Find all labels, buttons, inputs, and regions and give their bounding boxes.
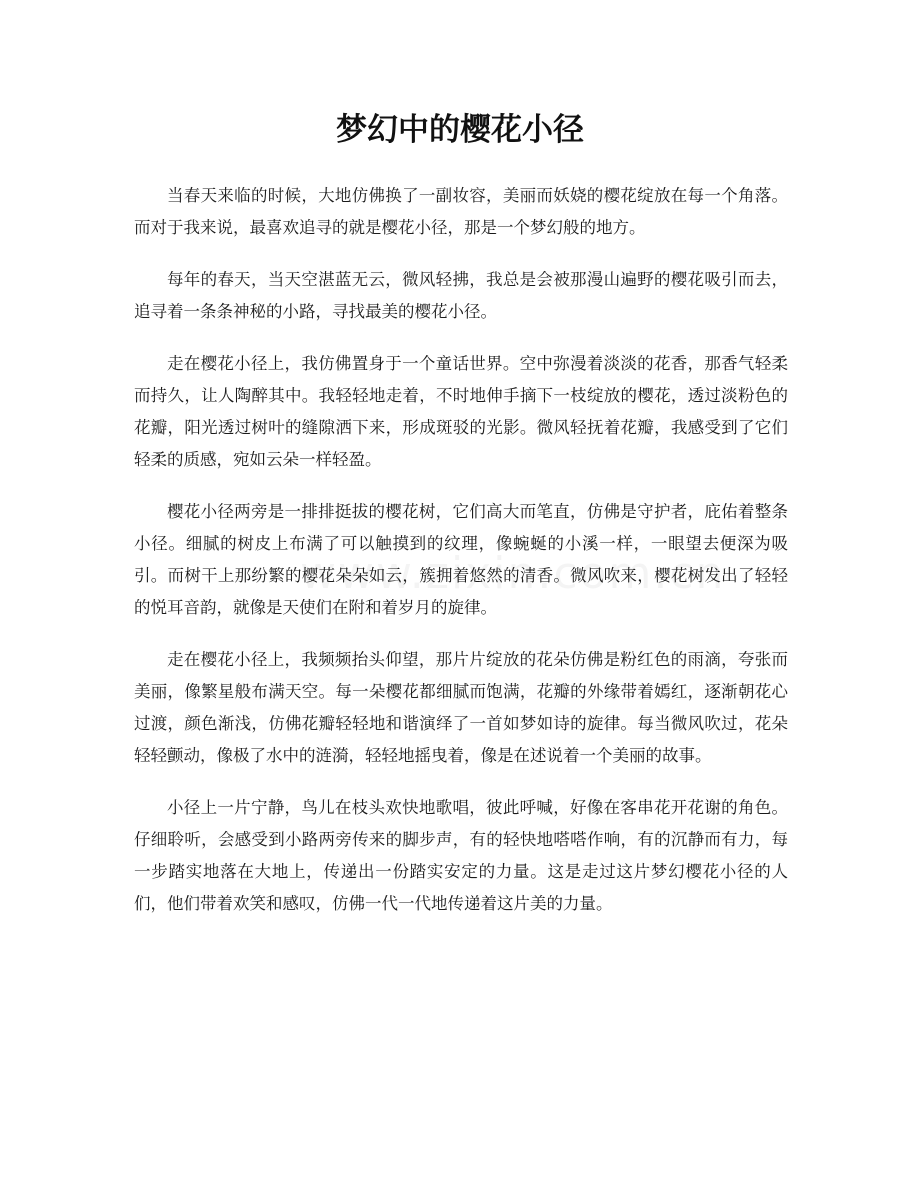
paragraph-3: 走在樱花小径上，我仿佛置身于一个童话世界。空中弥漫着淡淡的花香，那香气轻柔而持久，让人陶醉其中。我轻轻地走着，不时地伸手摘下一枝绽放的樱花，透过淡粉色的花瓣，阳光透过树叶的缝隙洒下来，形成斑驳的光影。微风轻抚着花瓣，我感受到了它们轻柔的质感，宛如云朵一样轻盈。 <box>134 354 788 469</box>
document-title: 梦幻中的樱花小径 <box>336 112 584 148</box>
paragraph-5: 走在樱花小径上，我频频抬头仰望，那片片绽放的花朵仿佛是粉红色的雨滴，夸张而美丽，像繁星般布满天空。每一朵樱花都细腻而饱满，花瓣的外缘带着嫣红，逐渐朝花心过渡，颜色渐浅，仿佛花瓣轻轻地和谐演绎了一首如梦如诗的旋律。每当微风吹过，花朵轻轻颤动，像极了水中的涟漪，轻轻地摇曳着，像是在述说着一个美丽的故事。 <box>134 650 788 765</box>
paragraph-6: 小径上一片宁静，鸟儿在枝头欢快地歌唱，彼此呼喊，好像在客串花开花谢的角色。仔细聆听，会感受到小路两旁传来的脚步声，有的轻快地嗒嗒作响，有的沉静而有力，每一步踏实地落在大地上，传递出一份踏实安定的力量。这是走过这片梦幻樱花小径的人们，他们带着欢笑和感叹，仿佛一代一代地传递着这片美的力量。 <box>134 798 788 913</box>
document-body <box>134 180 788 940</box>
paragraph-4: 樱花小径两旁是一排排挺拔的樱花树，它们高大而笔直，仿佛是守护者，庇佑着整条小径。细腻的树皮上布满了可以触摸到的纹理，像蜿蜒的小溪一样，一眼望去便深为吸引。而树干上那纷繁的樱花朵朵如云，簇拥着悠然的清香。微风吹来，樱花树发出了轻轻的悦耳音韵，就像是天使们在附和着岁月的旋律。 <box>134 502 788 617</box>
paragraph-1: 当春天来临的时候，大地仿佛换了一副妆容，美丽而妖娆的樱花绽放在每一个角落。而对于我来说，最喜欢追寻的就是樱花小径，那是一个梦幻般的地方。 <box>134 186 788 237</box>
paragraph-2: 每年的春天，当天空湛蓝无云，微风轻拂，我总是会被那漫山遍野的樱花吸引而去，追寻着一条条神秘的小路，寻找最美的樱花小径。 <box>134 270 788 321</box>
